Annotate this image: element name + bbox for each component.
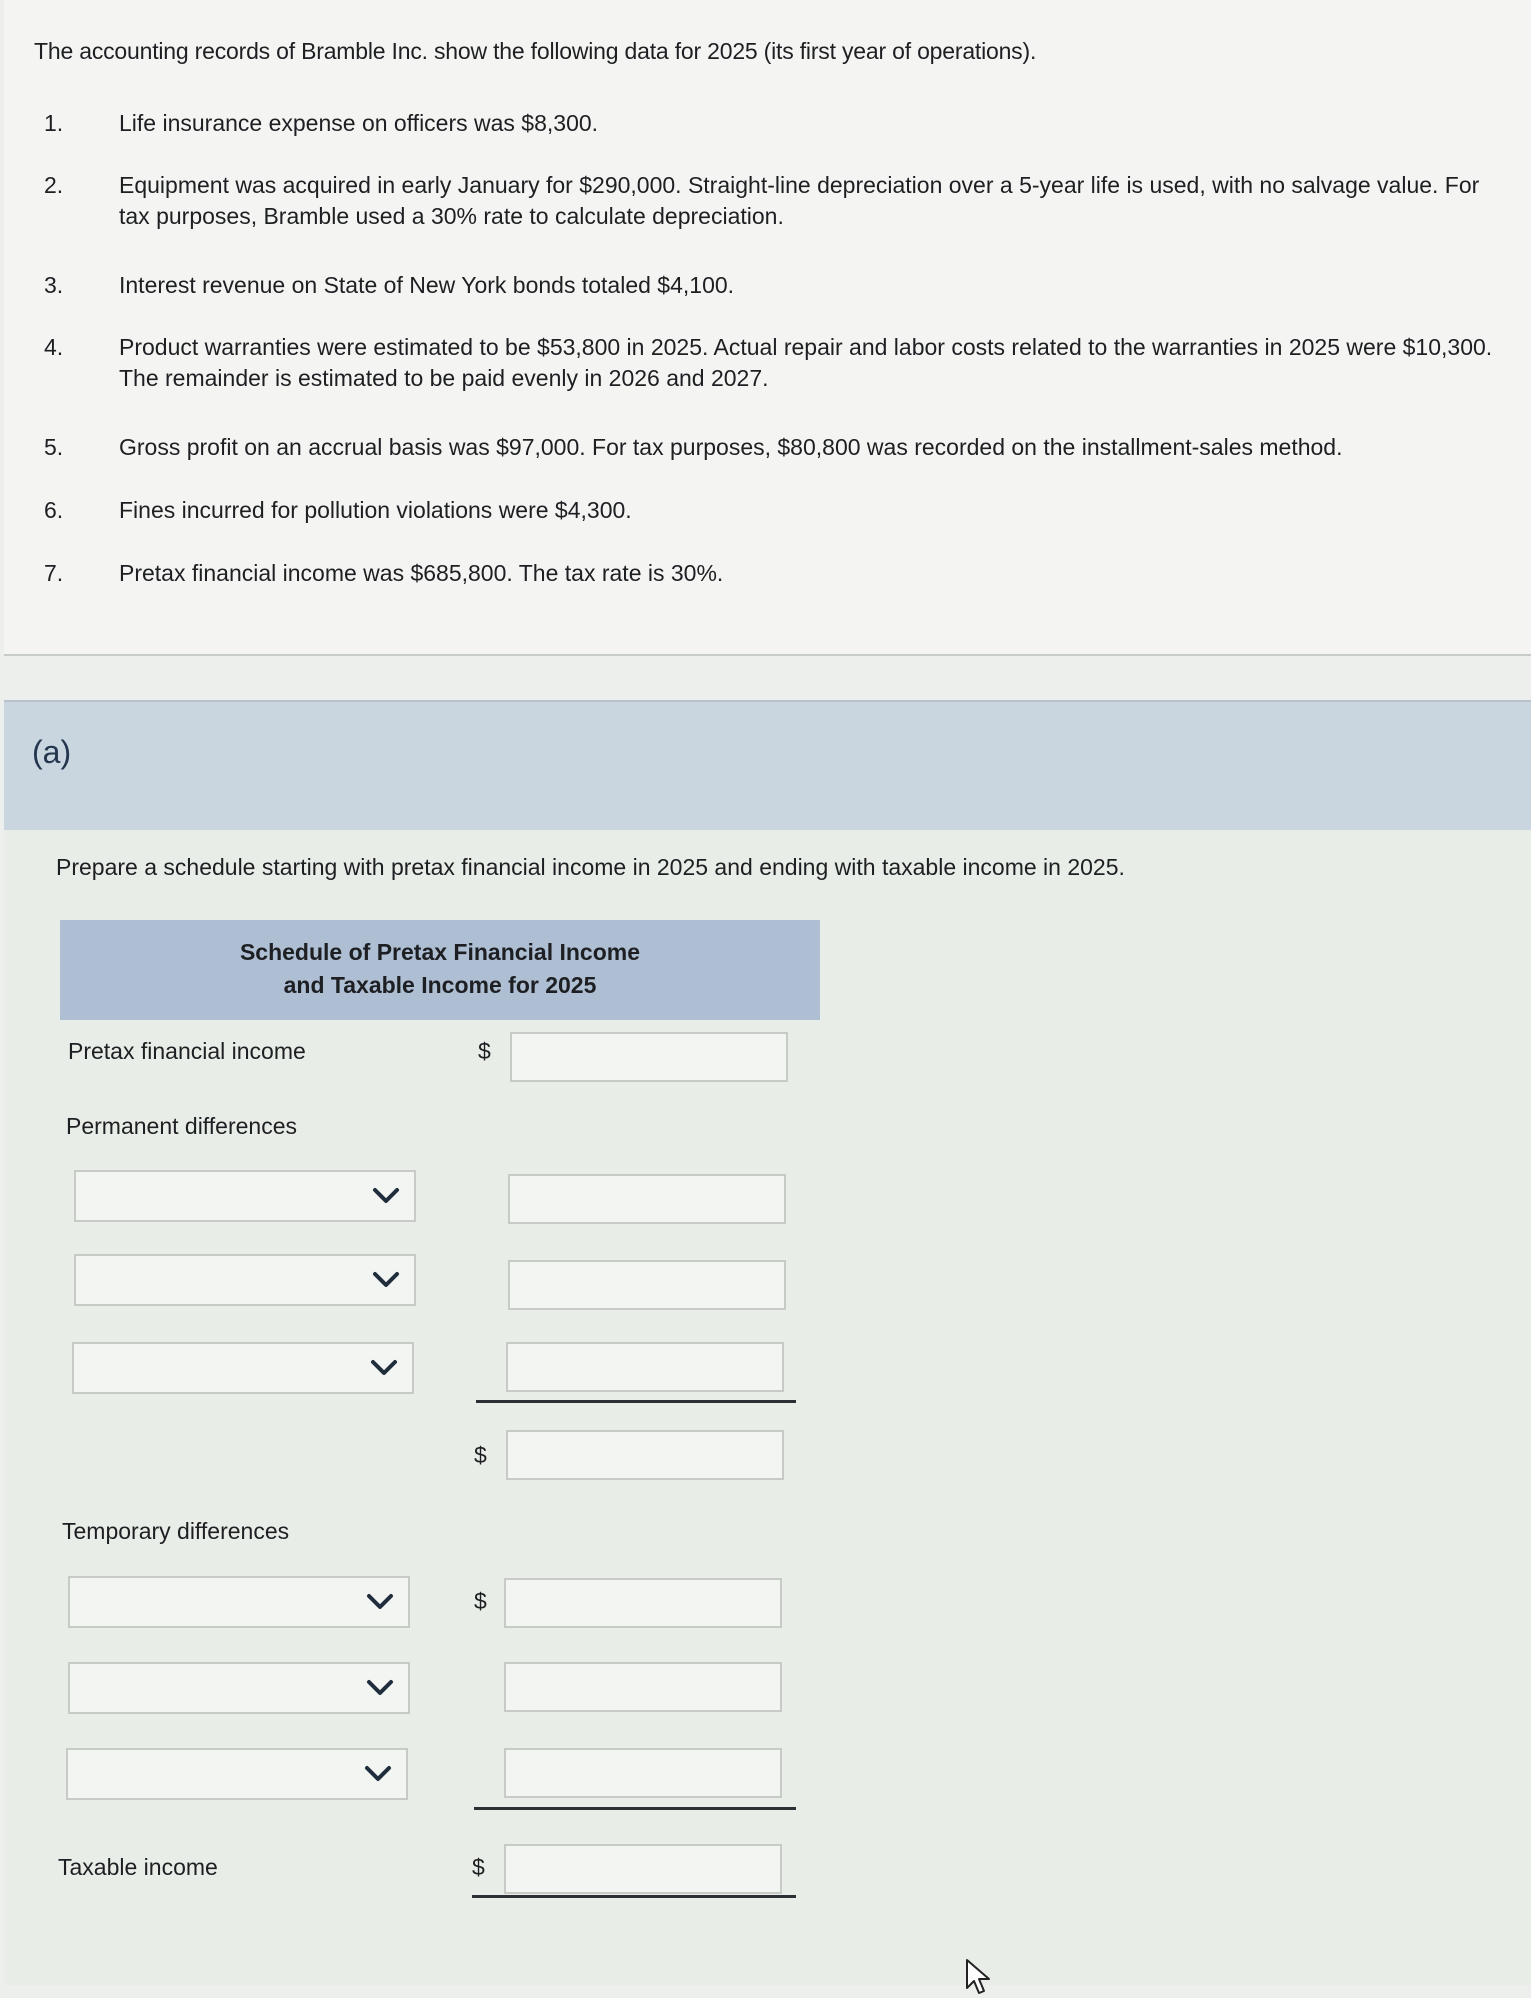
taxable-income-label: Taxable income (58, 1854, 218, 1880)
item-number: 3. (44, 272, 64, 298)
item-number: 7. (44, 560, 64, 586)
temporary-difference-amount-2[interactable] (504, 1662, 782, 1712)
item-text: Gross profit on an accrual basis was $97,000. For tax purposes, $80,800 was recorded on the installment-sales method. (119, 434, 1343, 460)
currency-symbol: $ (478, 1038, 491, 1064)
mouse-pointer-icon (964, 1958, 994, 1998)
subtotal-rule (476, 1400, 796, 1403)
chevron-down-icon (366, 1590, 394, 1614)
item-text: Interest revenue on State of New York bonds totaled $4,100. (119, 272, 735, 298)
item-number: 6. (44, 497, 64, 523)
item-number: 4. (44, 334, 64, 360)
currency-symbol: $ (474, 1588, 487, 1614)
permanent-difference-select-3[interactable] (72, 1342, 414, 1394)
total-double-rule (472, 1895, 796, 1898)
pretax-income-input[interactable] (510, 1032, 788, 1082)
item-text: Pretax financial income was $685,800. The tax rate is 30%. (119, 560, 724, 586)
permanent-difference-amount-1[interactable] (508, 1174, 786, 1224)
part-label: (a) (32, 734, 72, 770)
permanent-differences-label: Permanent differences (66, 1113, 297, 1139)
temporary-differences-label: Temporary differences (62, 1518, 290, 1544)
temporary-difference-select-3[interactable] (66, 1748, 408, 1800)
temporary-difference-select-1[interactable] (68, 1576, 410, 1628)
permanent-difference-amount-3[interactable] (506, 1342, 784, 1392)
problem-intro: The accounting records of Bramble Inc. show the following data for 2025 (its first year of operations). (34, 38, 1037, 64)
permanent-difference-select-2[interactable] (74, 1254, 416, 1306)
currency-symbol: $ (474, 1442, 487, 1468)
permanent-difference-amount-2[interactable] (508, 1260, 786, 1310)
taxable-income-input[interactable] (504, 1844, 782, 1894)
item-number: 2. (44, 172, 64, 198)
chevron-down-icon (372, 1268, 400, 1292)
subtotal-input[interactable] (506, 1430, 784, 1480)
schedule-title-line1: Schedule of Pretax Financial Income (239, 939, 641, 965)
currency-symbol: $ (472, 1854, 485, 1880)
item-text: Fines incurred for pollution violations were $4,300. (119, 497, 632, 523)
item-text: Product warranties were estimated to be $53,800 in 2025. Actual repair and labor costs related to the warranties in 2025 were $10,300. The remainder is estimated to be paid evenly in 2026 and 2027. (119, 334, 1493, 391)
chevron-down-icon (364, 1762, 392, 1786)
chevron-down-icon (372, 1184, 400, 1208)
pretax-income-label: Pretax financial income (68, 1038, 306, 1064)
temporary-difference-amount-1[interactable] (504, 1578, 782, 1628)
part-header (4, 700, 1531, 832)
schedule-title-line2: and Taxable Income for 2025 (283, 972, 597, 998)
part-instruction: Prepare a schedule starting with pretax financial income in 2025 and ending with taxable income in 2025. (56, 854, 1125, 880)
chevron-down-icon (366, 1676, 394, 1700)
problem-statement (4, 0, 1531, 656)
item-text: Life insurance expense on officers was $8,300. (119, 110, 599, 136)
permanent-difference-select-1[interactable] (74, 1170, 416, 1222)
item-number: 1. (44, 110, 64, 136)
schedule-title (60, 920, 820, 1020)
subtotal-rule (474, 1807, 796, 1810)
temporary-difference-select-2[interactable] (68, 1662, 410, 1714)
answer-panel (4, 830, 1531, 1985)
item-text: Equipment was acquired in early January for $290,000. Straight-line depreciation over a 5-year life is used, with no salvage value. For tax purposes, Bramble used a 30% rate to calculate depreciation. (119, 172, 1480, 229)
temporary-difference-amount-3[interactable] (504, 1748, 782, 1798)
item-number: 5. (44, 434, 64, 460)
chevron-down-icon (370, 1356, 398, 1380)
